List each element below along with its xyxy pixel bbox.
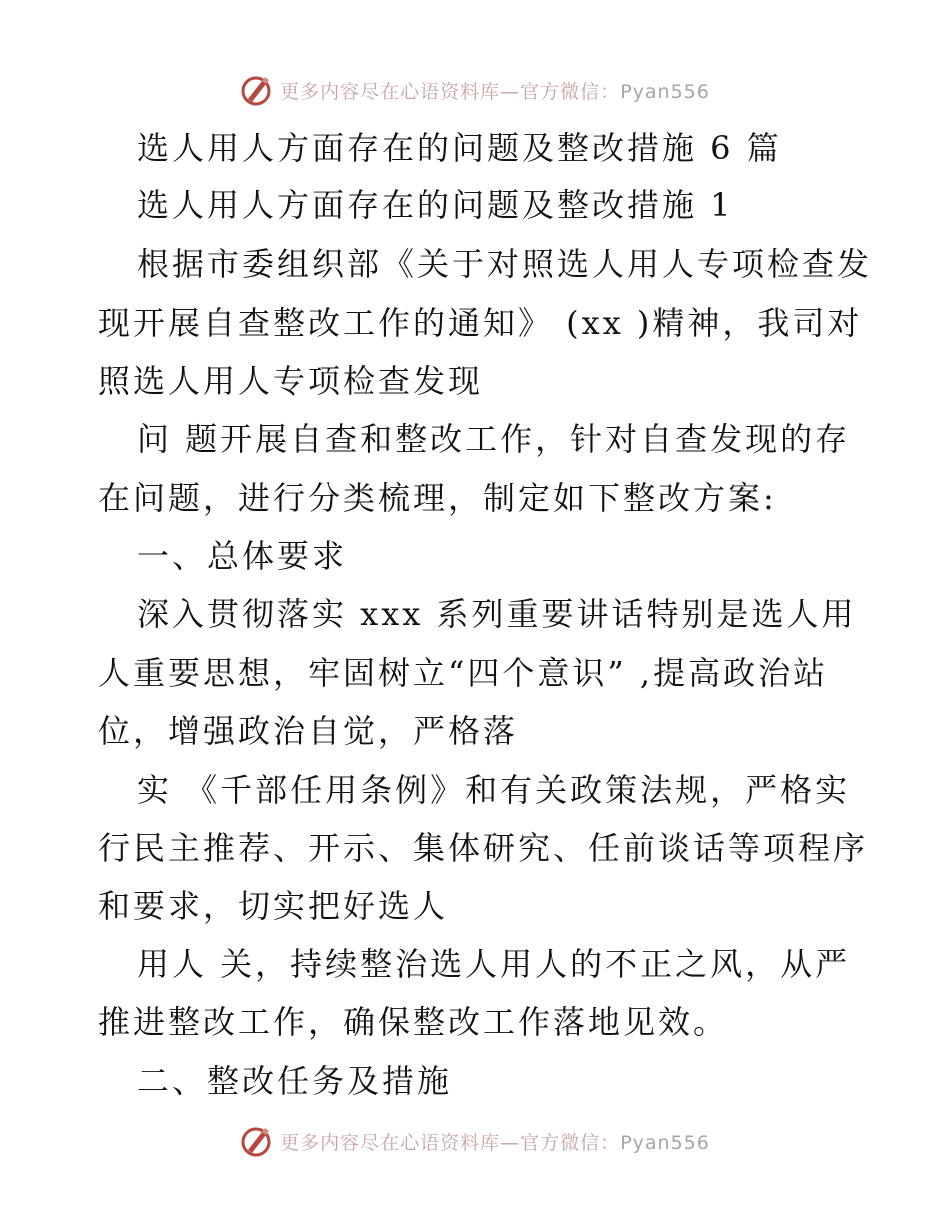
watermark-text: 更多内容尽在心语资料库—官方微信：Pyan556 xyxy=(280,80,710,103)
doc-title: 选人用人方面存在的问题及整改措施 6 篇 xyxy=(137,129,782,167)
paragraph-line: 推进整改工作，确保整改工作落地见效。 xyxy=(98,1003,729,1041)
paragraph-line: 用人 关，持续整治选人用人的不正之风，从严 xyxy=(137,945,851,983)
watermark-header xyxy=(0,70,950,110)
watermark-footer xyxy=(0,1121,950,1161)
paragraph-line: 问 题开展自查和整改工作，针对自查发现的存 xyxy=(137,420,851,458)
paragraph-line: 现开展自查整改工作的通知》 (xx )精神，我司对 xyxy=(98,304,863,342)
paragraph-line: 行民主推荐、开示、集体研究、任前谈话等项程序 xyxy=(98,829,869,867)
paragraph-line: 深入贯彻落实 xxx 系列重要讲话特别是选人用 xyxy=(137,595,857,633)
paragraph-line: 照选人用人专项检查发现 xyxy=(98,362,484,400)
section-heading: 一、总体要求 xyxy=(137,537,348,575)
paragraph-line: 实 《千部任用条例》和有关政策法规，严格实 xyxy=(137,771,851,809)
paragraph-line: 根据市委组织部《关于对照选人用人专项检查发 xyxy=(137,245,873,283)
watermark-text: 更多内容尽在心语资料库—官方微信：Pyan556 xyxy=(280,1131,710,1154)
paragraph-line: 和要求，切实把好选人 xyxy=(98,887,449,925)
paragraph-line: 人重要思想，牢固树立“四个意识” ,提高政治站 xyxy=(98,654,829,692)
section-heading: 二、整改任务及措施 xyxy=(137,1062,453,1100)
paragraph-line: 在问题，进行分类梳理，制定如下整改方案: xyxy=(98,479,777,517)
pen-logo-icon xyxy=(240,1124,274,1158)
paragraph-line: 位，增强政治自觉，严格落 xyxy=(98,712,519,750)
doc-subtitle: 选人用人方面存在的问题及整改措施 1 xyxy=(137,186,734,224)
pen-logo-icon xyxy=(240,73,274,107)
